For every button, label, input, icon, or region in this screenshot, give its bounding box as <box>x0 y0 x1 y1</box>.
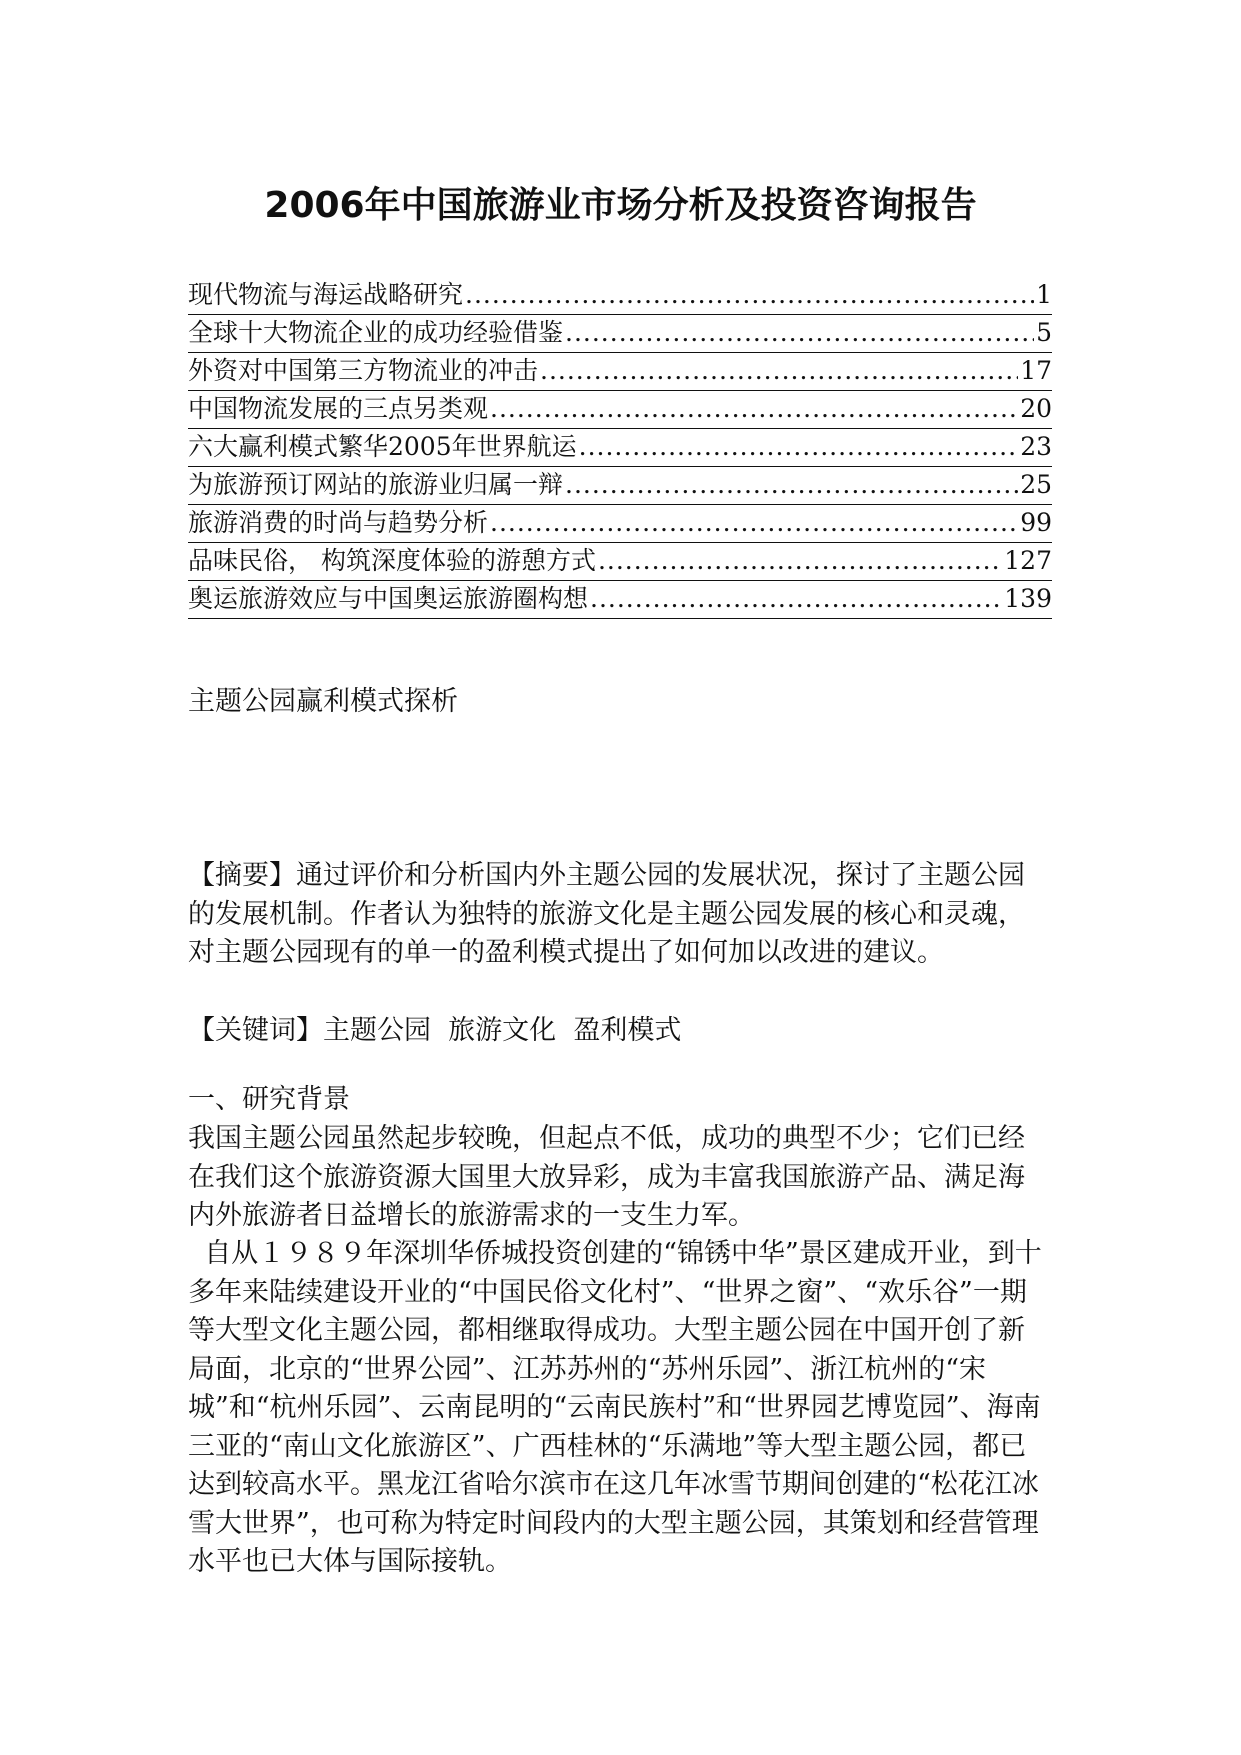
toc-page-number: 17 <box>1020 356 1052 385</box>
toc-entry[interactable] <box>188 581 1052 619</box>
toc-dot-leader <box>540 353 1018 389</box>
toc-page-number: 23 <box>1020 432 1052 461</box>
toc-page-number: 1 <box>1036 280 1052 309</box>
toc-entry-title: 外资对中国第三方物流业的冲击 <box>188 356 539 385</box>
toc-dot-leader <box>579 429 1019 465</box>
toc-page-number: 99 <box>1020 508 1052 537</box>
body-paragraph: 自从１９８９年深圳华侨城投资创建的“锦锈中华”景区建成开业，到十多年来陆续建设开业的“中国民俗文化村”、“世界之窗”、“欢乐谷”一期等大型文化主题公园，都相继取得成功。大型主题公园在中国开创了新局面，北京的“世界公园”、江苏苏州的“苏州乐园”、浙江杭州的“宋城”和“杭州乐园”、云南昆明的“云南民族村”和“世界园艺博览园”、海南三亚的“南山文化旅游区”、广西桂林的“乐满地”等大型主题公园，都已达到较高水平。黑龙江省哈尔滨市在这几年冰雪节期间创建的“松花江冰雪大世界”，也可称为特定时间段内的大型主题公园，其策划和经营管理水平也已大体与国际接轨。 <box>188 1238 1042 1577</box>
toc-entry-title: 现代物流与海运战略研究 <box>188 280 464 309</box>
toc-dot-leader <box>465 277 1034 313</box>
toc-entry-title: 全球十大物流企业的成功经验借鉴 <box>188 318 564 347</box>
toc-page-number: 20 <box>1020 394 1052 423</box>
research-background-heading: 一、研究背景 <box>188 1084 350 1115</box>
toc-page-number: 127 <box>1004 546 1052 575</box>
toc-entry-title: 奥运旅游效应与中国奥运旅游圈构想 <box>188 584 589 613</box>
toc-page-number: 25 <box>1020 470 1052 499</box>
toc-entry-title: 品味民俗， 构筑深度体验的游憩方式 <box>188 546 596 575</box>
toc-entry[interactable] <box>188 467 1052 505</box>
toc-entry-title: 为旅游预订网站的旅游业归属一辩 <box>188 470 564 499</box>
toc-entry[interactable] <box>188 315 1052 353</box>
toc-entry[interactable] <box>188 505 1052 543</box>
toc-page-number: 139 <box>1004 584 1052 613</box>
body-paragraph: 我国主题公园虽然起步较晚，但起点不低，成功的典型不少；它们已经在我们这个旅游资源大国里大放异彩，成为丰富我国旅游产品、满足海内外旅游者日益增长的旅游需求的一支生力军。 <box>188 1123 1025 1231</box>
toc-dot-leader <box>565 467 1018 503</box>
toc-dot-leader <box>490 391 1018 427</box>
toc-entry-title: 旅游消费的时尚与趋势分析 <box>188 508 489 537</box>
toc-dot-leader <box>590 581 1002 617</box>
toc-entry[interactable] <box>188 429 1052 467</box>
toc-dot-leader <box>565 315 1034 351</box>
toc-page-number: 5 <box>1036 318 1052 347</box>
section-heading: 主题公园赢利模式探析 <box>188 686 458 717</box>
toc-entry-title: 中国物流发展的三点另类观 <box>188 394 489 423</box>
document-title: 2006年中国旅游业市场分析及投资咨询报告 <box>264 185 977 226</box>
keywords-line: 【关键词】主题公园 旅游文化 盈利模式 <box>188 1015 682 1046</box>
abstract-paragraph: 【摘要】通过评价和分析国内外主题公园的发展状况，探讨了主题公园的发展机制。作者认为独特的旅游文化是主题公园发展的核心和灵魂，对主题公园现有的单一的盈利模式提出了如何加以改进的建议。 <box>188 860 1025 968</box>
toc-dot-leader <box>490 505 1018 541</box>
toc-entry[interactable] <box>188 277 1052 315</box>
toc-entry-title: 六大赢利模式繁华2005年世界航运 <box>188 432 577 461</box>
toc-entry[interactable] <box>188 543 1052 581</box>
table-of-contents <box>188 277 1052 619</box>
toc-entry[interactable] <box>188 353 1052 391</box>
toc-entry[interactable] <box>188 391 1052 429</box>
toc-dot-leader <box>598 543 1002 579</box>
